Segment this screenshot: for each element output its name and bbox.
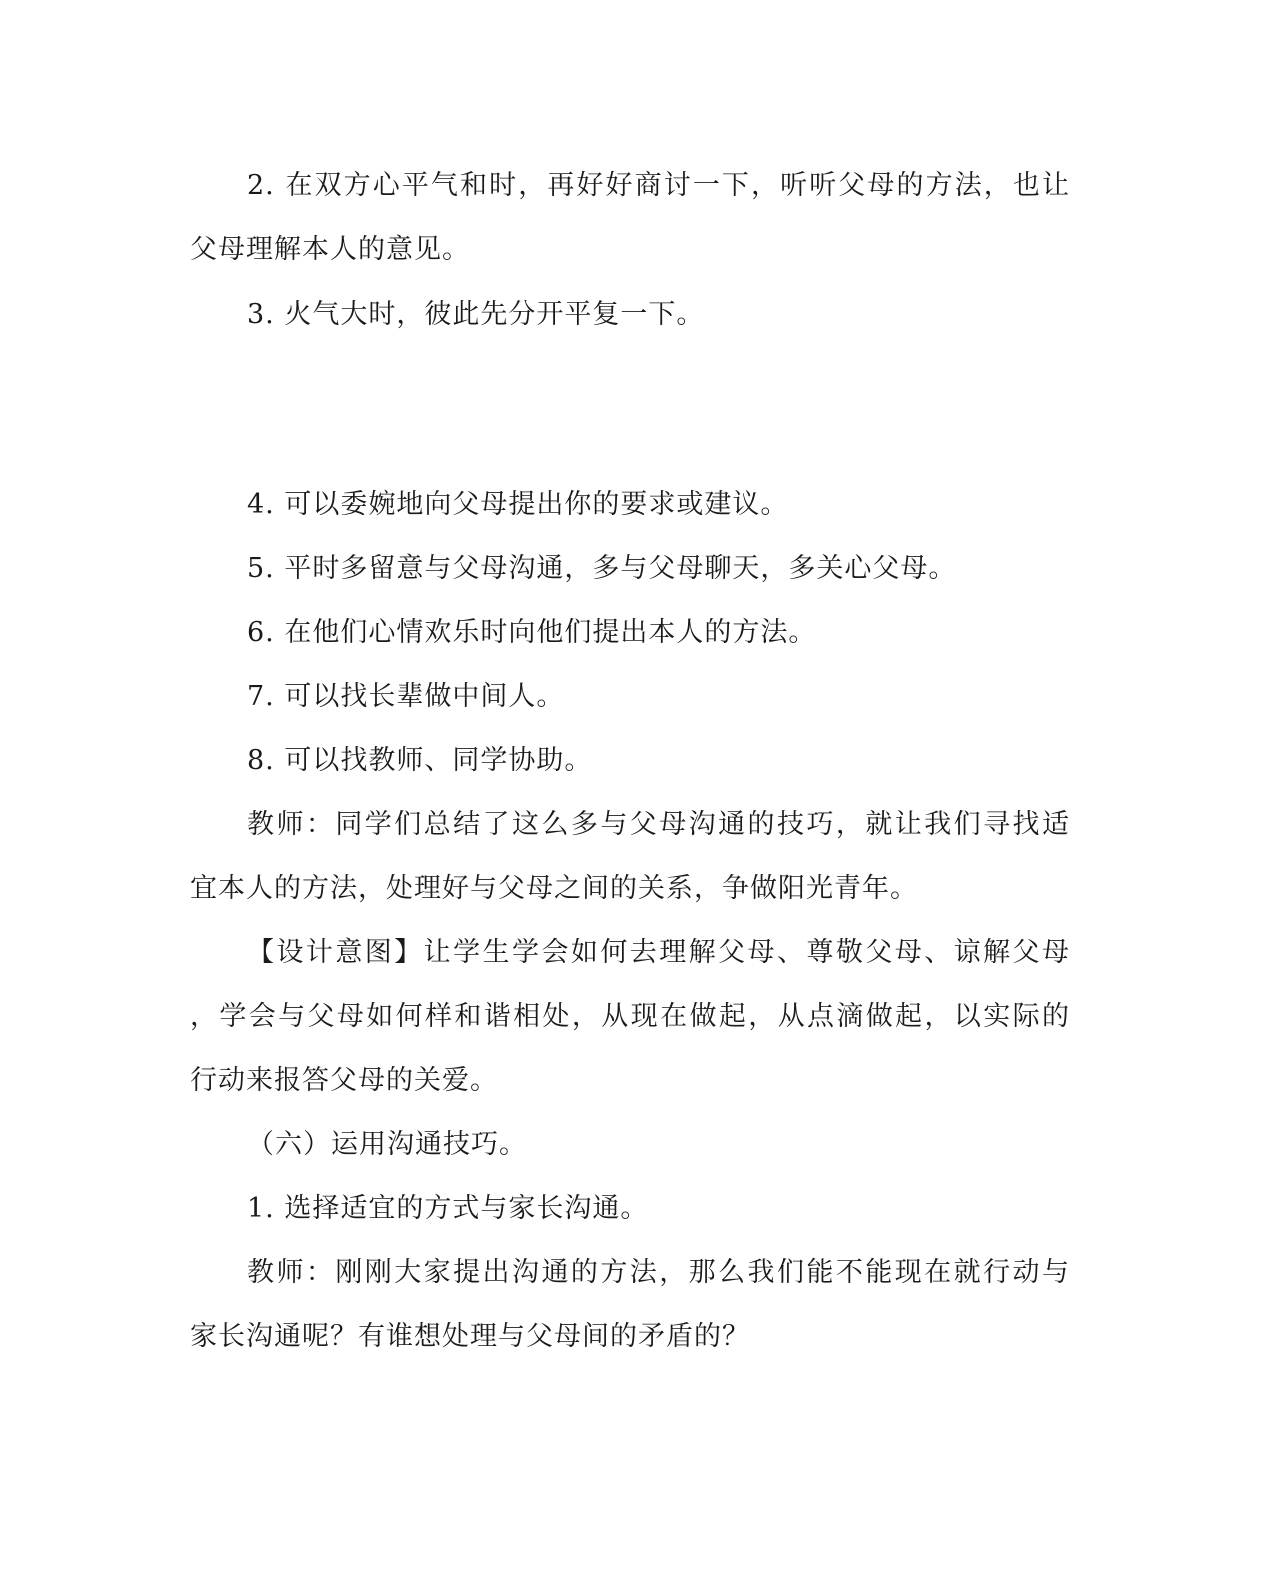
paragraph-line: 父母理解本人的意见。 [190, 234, 470, 265]
paragraph-line: 2. 在双方心平气和时，再好好商讨一下，听听父母的方法，也让 [247, 170, 1070, 201]
paragraph-line: 7. 可以找长辈做中间人。 [247, 681, 565, 712]
paragraph-line: 6. 在他们心情欢乐时向他们提出本人的方法。 [247, 617, 817, 648]
paragraph-line: 宜本人的方法，处理好与父母之间的关系，争做阳光青年。 [190, 873, 918, 904]
paragraph-line: 家长沟通呢？有谁想处理与父母间的矛盾的？ [190, 1321, 750, 1352]
section-heading: （六）运用沟通技巧。 [247, 1129, 527, 1160]
paragraph-line: 8. 可以找教师、同学协助。 [247, 745, 593, 776]
paragraph-line: 教师：刚刚大家提出沟通的方法，那么我们能不能现在就行动与 [247, 1257, 1070, 1288]
paragraph-line: 3. 火气大时，彼此先分开平复一下。 [247, 299, 705, 330]
paragraph-line: 【设计意图】让学生学会如何去理解父母、尊敬父母、谅解父母 [247, 937, 1070, 968]
paragraph-line: ，学会与父母如何样和谐相处，从现在做起，从点滴做起，以实际的 [190, 1001, 1070, 1032]
paragraph-line: 4. 可以委婉地向父母提出你的要求或建议。 [247, 489, 789, 520]
paragraph-line: 1. 选择适宜的方式与家长沟通。 [247, 1193, 649, 1224]
paragraph-line: 教师：同学们总结了这么多与父母沟通的技巧，就让我们寻找适 [247, 809, 1070, 840]
paragraph-line: 行动来报答父母的关爱。 [190, 1065, 498, 1096]
paragraph-line: 5. 平时多留意与父母沟通，多与父母聊天，多关心父母。 [247, 553, 957, 584]
